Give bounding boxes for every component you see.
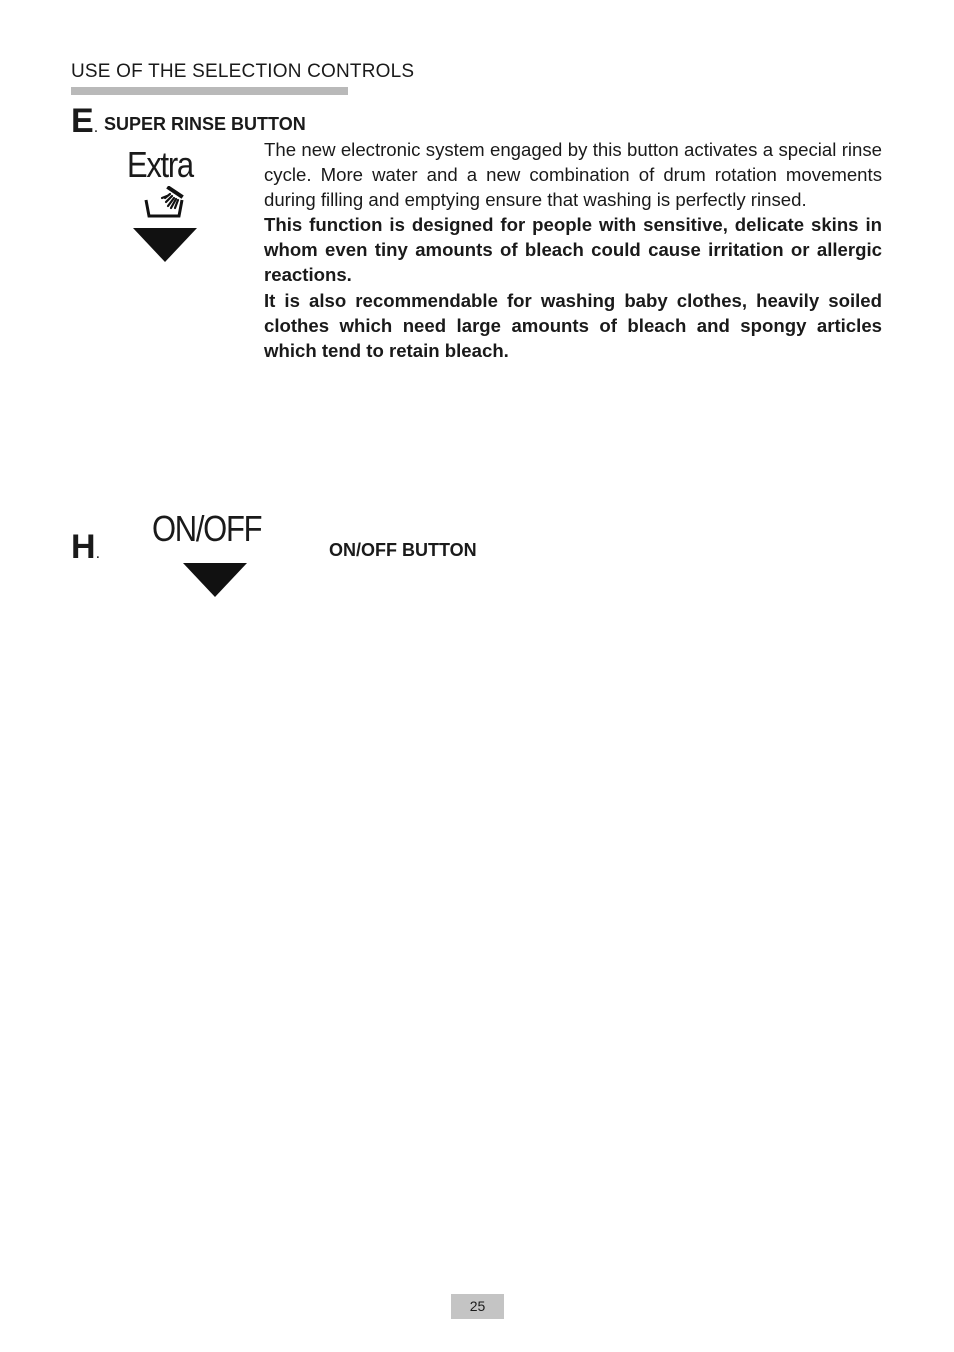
header-rule [71,87,348,95]
rinse-basin-icon [143,186,187,220]
description-paragraph-bold: It is also recommendable for washing baby clothes, heavily soiled clothes which need large amounts of bleach and spongy articles which tend to retain bleach. [264,289,882,361]
description-paragraph-bold: This function is designed for people with sensitive, delicate skins in whom even tiny amounts of bleach could cause irritation or allergic reactions. [264,214,882,286]
onoff-panel-label: ON/OFF [152,508,262,549]
section-header: USE OF THE SELECTION CONTROLS [71,61,415,82]
super-rinse-description [264,137,882,363]
section-letter: H [71,528,96,566]
extra-panel-label: Extra [127,144,193,185]
extra-button-indicator[interactable] [133,228,197,262]
page-number: 25 [451,1294,504,1319]
section-letter-h [71,530,100,564]
onoff-button-indicator[interactable] [183,563,247,597]
section-letter-dot: . [95,545,101,562]
section-letter-dot: . [93,119,99,136]
onoff-title: ON/OFF BUTTON [329,540,477,560]
description-paragraph: The new electronic system engaged by this button activates a special rinse cycle. More water and a new combination of drum rotation movements during filling and emptying ensure that washing is perfectly rinsed. [264,139,882,211]
section-letter: E [71,102,94,140]
section-letter-e [71,104,98,138]
super-rinse-title: SUPER RINSE BUTTON [104,114,306,134]
